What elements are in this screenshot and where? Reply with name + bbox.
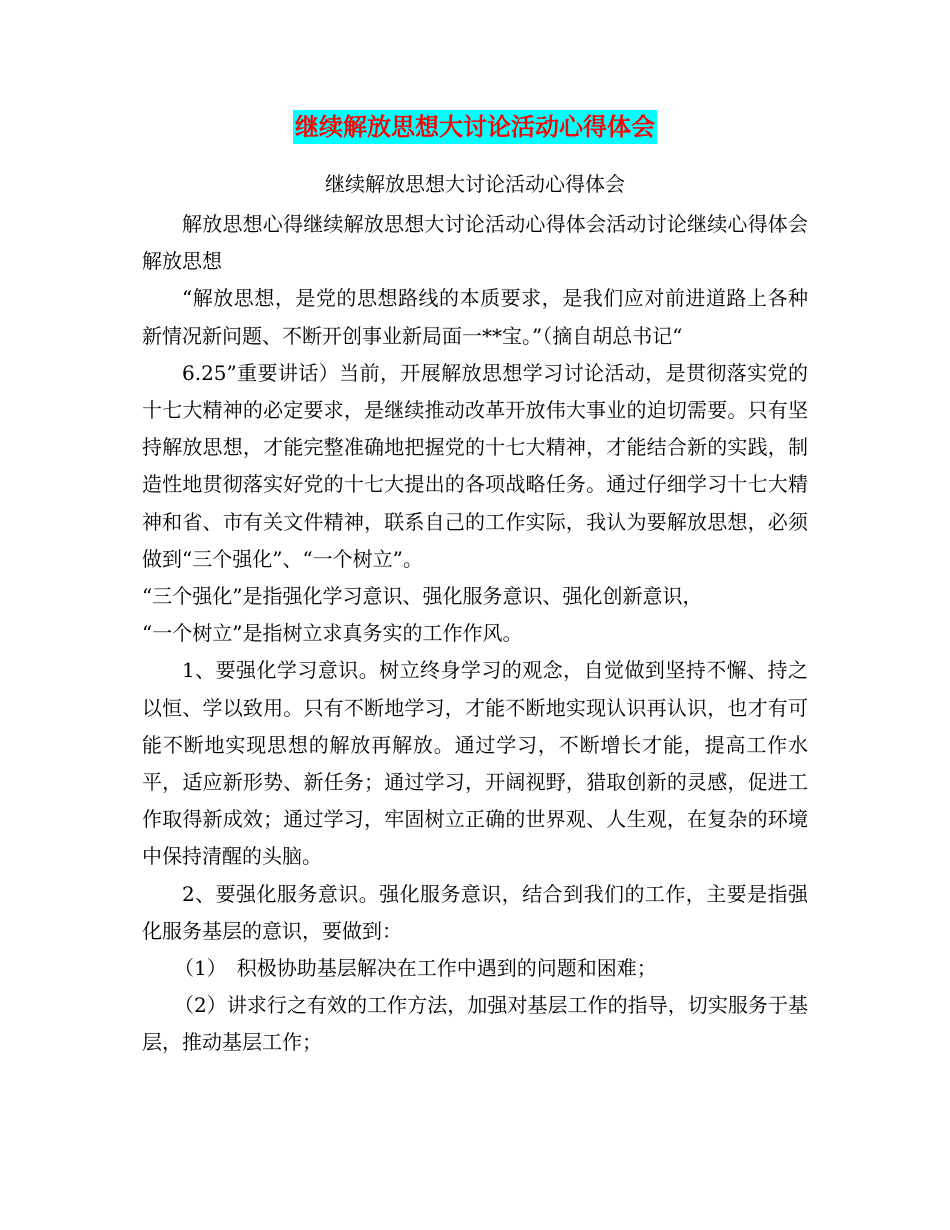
body-paragraph: 6.25”重要讲话）当前，开展解放思想学习讨论活动，是贯彻落实党的十七大精神的必定要求，是继续推动改革开放伟大事业的迫切需要。只有坚持解放思想，才能完整准确地把握党的十七大精神，才能结合新的实践，制造性地贯彻落实好党的十七大提出的各项战略任务。通过仔细学习十七大精神和省、市有关文件精神，联系自己的工作实际，我认为要解放思想，必须做到“三个强化”、“一个树立”。 — [142, 360, 808, 571]
quote-paragraph: “解放思想，是党的思想路线的本质要求，是我们应对前进道路上各种新情况新问题、不断开创事业新局面一**宝。”（摘自胡总书记“ — [142, 286, 808, 348]
section-paragraph: 1、要强化学习意识。树立终身学习的观念，自觉做到坚持不懈、持之以恒、学以致用。只有不断地学习，才能不断地实现认识再认识，也才有可能不断地实现思想的解放再解放。通过学习，不断增长才能，提高工作水平，适应新形势、新任务；通过学习，开阔视野，猎取创新的灵感，促进工作取得新成效；通过学习，牢固树立正确的世界观、人生观，在复杂的环境中保持清醒的头脑。 — [142, 658, 808, 869]
document-title: 继续解放思想大讨论活动心得体会 — [293, 110, 657, 144]
document-body — [142, 206, 808, 1062]
section-paragraph: 2、要强化服务意识。强化服务意识，结合到我们的工作，主要是指强化服务基层的意识，要做到： — [142, 881, 808, 943]
title-container — [0, 110, 950, 144]
list-item: （2）讲求行之有效的工作方法，加强对基层工作的指导，切实服务于基层，推动基层工作； — [142, 993, 808, 1055]
body-paragraph: “三个强化”是指强化学习意识、强化服务意识、强化创新意识， — [142, 584, 703, 609]
body-paragraph: “一个树立”是指树立求真务实的工作作风。 — [142, 621, 523, 646]
list-item: （1） 积极协助基层解决在工作中遇到的问题和困难； — [174, 956, 657, 981]
keywords-paragraph: 解放思想心得继续解放思想大讨论活动心得体会活动讨论继续心得体会解放思想 — [142, 212, 808, 274]
document-subtitle: 继续解放思想大讨论活动心得体会 — [325, 172, 625, 196]
